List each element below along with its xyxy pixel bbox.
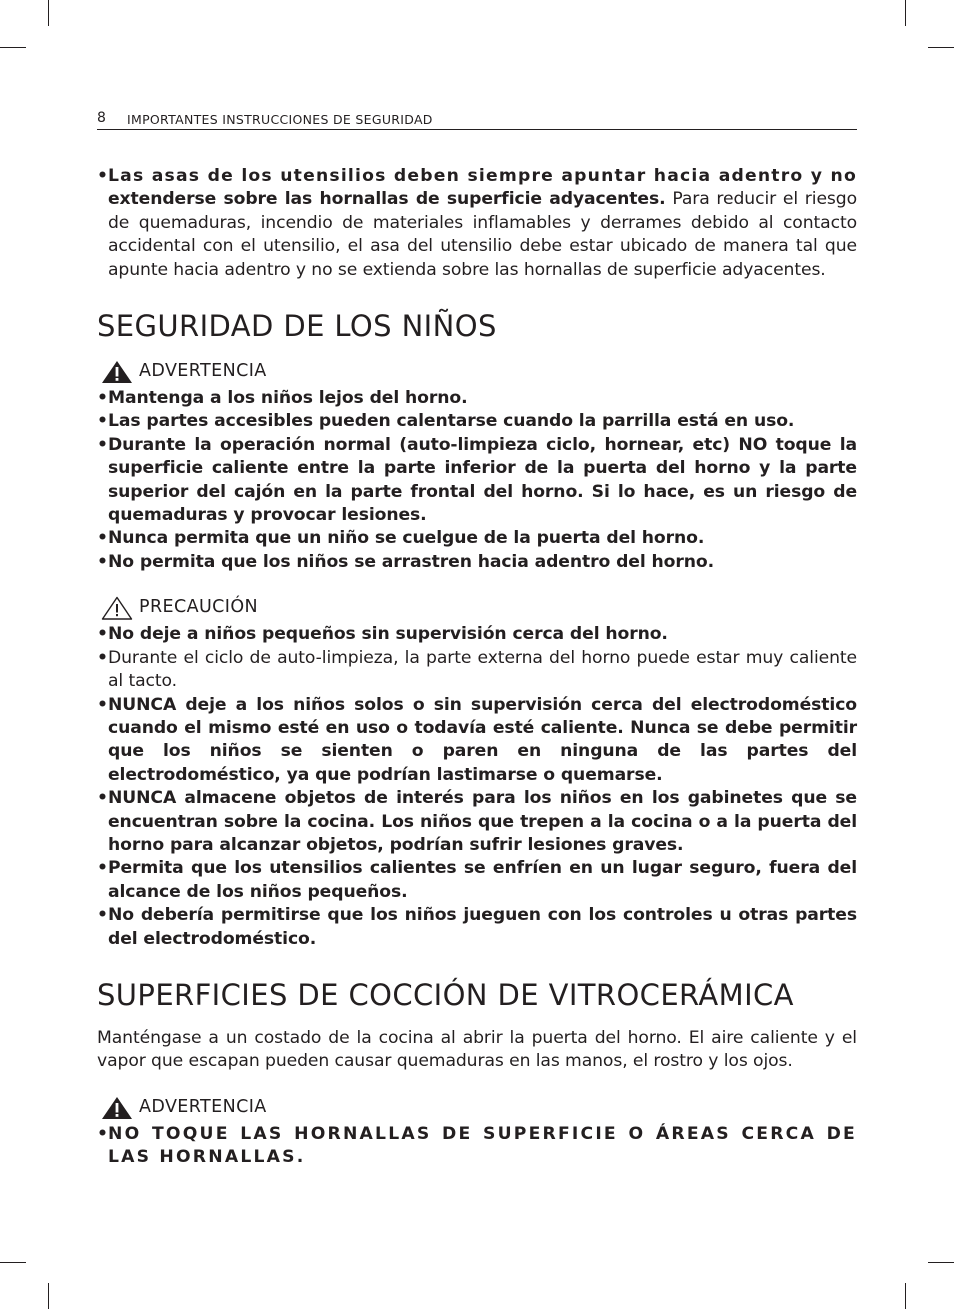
list-item-text: NUNCA almacene objetos de interés para los niños en los gabinetes que se encuentran sobre la cocina. Los niños que trepen a la cocina o a la puerta del horno para alcanzar objetos, podrían sufrir lesiones graves.	[108, 788, 857, 855]
crop-mark	[928, 47, 954, 48]
crop-mark	[48, 1283, 49, 1309]
list-item	[97, 527, 857, 550]
page-number: 8	[97, 110, 106, 126]
list-item	[97, 410, 857, 433]
list-item-text: Durante el ciclo de auto-limpieza, la parte externa del horno puede estar muy caliente al tacto.	[108, 647, 857, 692]
crop-mark	[0, 1262, 26, 1263]
bullet: •	[97, 411, 108, 432]
bullet: •	[97, 624, 108, 645]
bullet: •	[97, 905, 108, 926]
list-item	[97, 857, 857, 904]
list-item-text: NUNCA deje a los niños solos o sin supervisión cerca del electrodoméstico cuando el mismo esté en uso o todavía esté caliente. Nunca se debe permitir que los niños se sienten o paren en ninguna de las partes del electrodoméstico, ya que podrían lastimarse o quemarse.	[108, 694, 857, 785]
bullet: •	[97, 388, 108, 409]
warning-label: ADVERTENCIA	[139, 361, 267, 382]
list-item-text: Nunca permita que un niño se cuelgue de la puerta del horno.	[108, 528, 705, 549]
list-item	[97, 1123, 857, 1170]
list-item-text: NO TOQUE LAS HORNALLAS DE SUPERFICIE O ÁREAS CERCA DE LAS HORNALLAS.	[108, 1123, 857, 1168]
list-item-text: Durante la operación normal (auto-limpieza ciclo, hornear, etc) NO toque la superficie caliente entre la parte inferior de la puerta del horno y la parte superior del cajón en la parte frontal del horno. Si lo hace, es un riesgo de quemaduras y provocar lesiones.	[108, 434, 857, 526]
page-header	[97, 110, 857, 130]
caution-heading	[97, 594, 857, 620]
bullet: •	[97, 551, 108, 572]
list-item-text: Mantenga a los niños lejos del horno.	[108, 388, 468, 409]
list-item	[97, 787, 857, 857]
caution-outline-icon	[101, 596, 133, 620]
crop-mark	[48, 0, 49, 26]
bullet: •	[97, 434, 108, 455]
crop-mark	[905, 0, 906, 26]
bullet: •	[97, 694, 108, 715]
page-content	[97, 165, 857, 1170]
warning-heading	[97, 1094, 857, 1120]
section-title-children: SEGURIDAD DE LOS NIÑOS	[97, 309, 497, 344]
warning-heading	[97, 358, 857, 384]
bullet: •	[97, 166, 108, 186]
list-item	[97, 387, 857, 410]
bullet: •	[97, 647, 108, 668]
intro-normal-text: Para reducir el riesgo de quemaduras, incendio de materiales inflamables y derrames debido al contacto accidental con el utensilio, el asa del utensilio debe estar ubicado de manera tal que apunte hacia adentro y no se extienda sobre las hornallas de superficie adyacentes.	[108, 189, 858, 280]
bullet: •	[97, 858, 108, 879]
list-item	[97, 647, 857, 694]
list-item-text: Permita que los utensilios calientes se enfríen en un lugar seguro, fuera del alcance de los niños pequeños.	[108, 858, 857, 902]
intro-bold-text: Las asas de los utensilios deben siempre apuntar hacia adentro y no	[108, 166, 857, 186]
list-item	[97, 551, 857, 574]
bullet: •	[97, 528, 108, 549]
section-paragraph: Manténgase a un costado de la cocina al abrir la puerta del horno. El aire caliente y el vapor que escapan pueden causar quemaduras en las manos, el rostro y los ojos.	[97, 1027, 857, 1072]
crop-mark	[905, 1283, 906, 1309]
crop-mark	[928, 1262, 954, 1263]
crop-mark	[0, 47, 26, 48]
list-item-text: Las partes accesibles pueden calentarse cuando la parrilla está en uso.	[108, 411, 795, 432]
list-item	[97, 623, 857, 646]
intro-list-item	[97, 165, 857, 282]
warning-label: ADVERTENCIA	[139, 1096, 267, 1117]
section-title-ceramic: SUPERFICIES DE COCCIÓN DE VITROCERÁMICA	[97, 977, 794, 1012]
bullet: •	[97, 788, 108, 809]
list-item-text: No debería permitirse que los niños jueguen con los controles u otras partes del electrodoméstico.	[108, 905, 857, 949]
header-title: IMPORTANTES INSTRUCCIONES DE SEGURIDAD	[127, 112, 433, 127]
caution-label: PRECAUCIÓN	[139, 597, 259, 618]
list-item	[97, 904, 857, 951]
warning-filled-icon	[101, 1096, 133, 1120]
list-item	[97, 434, 857, 528]
bullet: •	[97, 1123, 111, 1144]
intro-bold-text: extenderse sobre las hornallas de superficie adyacentes.	[108, 189, 666, 210]
list-item-text: No permita que los niños se arrastren hacia adentro del horno.	[108, 551, 715, 572]
list-item-text: No deje a niños pequeños sin supervisión cerca del horno.	[108, 624, 668, 645]
warning-filled-icon	[101, 360, 133, 384]
list-item	[97, 694, 857, 788]
